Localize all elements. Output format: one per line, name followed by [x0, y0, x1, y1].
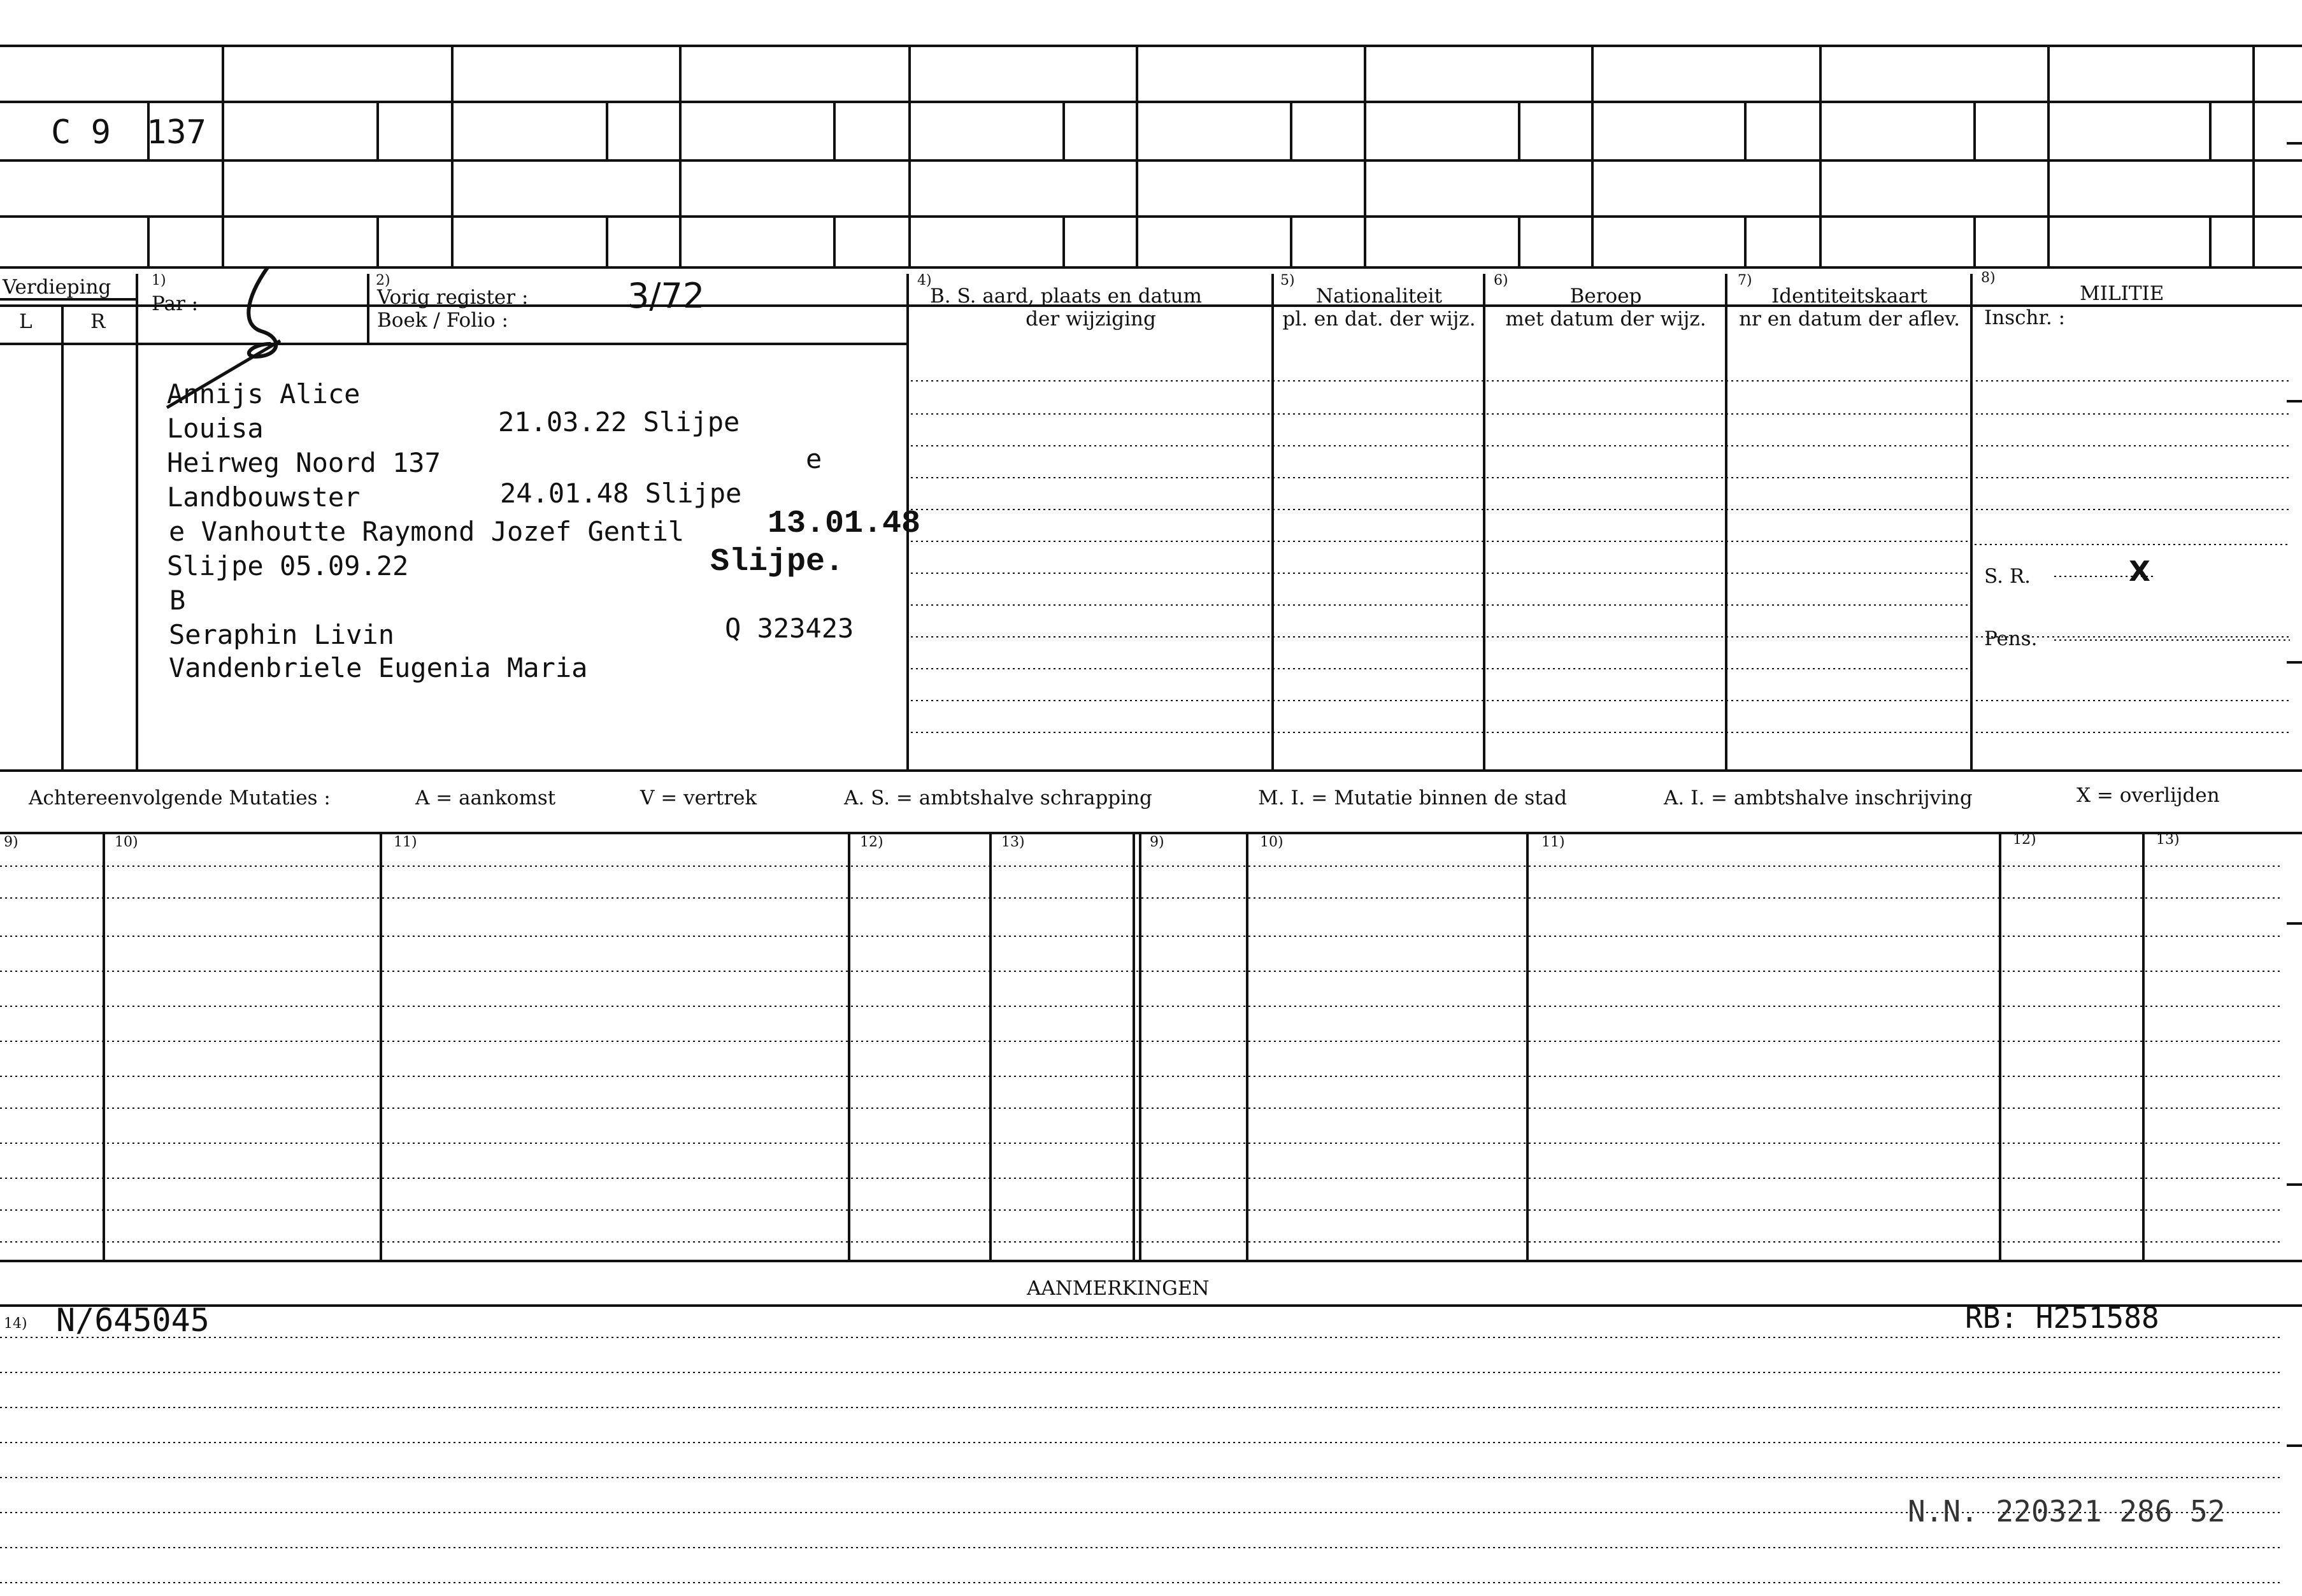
militie-title: MILITIE — [2080, 282, 2164, 305]
par-label: Par : — [152, 292, 199, 315]
identiteitskaart-label-line1: Identiteitskaart — [1771, 285, 1927, 308]
mutations-legend-v: V = vertrek — [640, 787, 757, 809]
edge-ticks — [2287, 143, 2302, 1446]
verdieping-right-label: R — [90, 310, 106, 333]
beroep-number: 6) — [1494, 273, 1508, 289]
bs-number: 4) — [917, 273, 932, 289]
mutations-col-11: 11) — [394, 834, 417, 850]
mutations-lines — [0, 833, 2302, 1261]
header-dotted-lines — [911, 381, 2290, 732]
person-name-line1: Annijs Alice — [167, 378, 361, 410]
person-occupation: Landbouwster — [167, 481, 361, 513]
mutations-legend-x: X = overlijden — [2077, 784, 2220, 807]
top-grid-lines — [0, 46, 2302, 267]
vorig-register-number: 2) — [376, 273, 390, 289]
person-spouse: e Vanhoutte Raymond Jozef Gentil — [169, 516, 685, 547]
remarks-dotted-lines — [0, 1337, 2280, 1583]
mutations-col-13b: 13) — [2156, 832, 2180, 848]
beroep-label-line1: Beroep — [1569, 285, 1642, 308]
militie-sr-label: S. R. — [1984, 565, 2031, 588]
identiteitskaart-label-line2: nr en datum der aflev. — [1739, 308, 1960, 331]
vorig-register-value: 3/72 — [627, 276, 705, 316]
mutations-legend-as: A. S. = ambtshalve schrapping — [844, 787, 1152, 809]
mutations-col-9b: 9) — [1150, 834, 1164, 850]
mutations-col-11b: 11) — [1541, 834, 1565, 850]
mutations-legend-ai: A. I. = ambtshalve inschrijving — [1664, 787, 1973, 809]
verdieping-left-label: L — [19, 310, 32, 333]
militie-sr-value: X — [2129, 555, 2150, 588]
code-number: 137 — [147, 113, 206, 152]
remarks-rb-value: RB: H251588 — [1965, 1300, 2159, 1335]
mutations-col-12: 12) — [860, 834, 883, 850]
par-number: 1) — [152, 273, 166, 289]
vorig-register-label: Vorig register : — [377, 286, 529, 309]
person-father: Seraphin Livin — [169, 619, 395, 650]
nationaliteit-number: 5) — [1280, 273, 1295, 289]
militie-pens-label: Pens. — [1984, 627, 2038, 650]
stamp-date: 13.01.48 — [768, 506, 921, 542]
remarks-number: 14) — [4, 1316, 27, 1332]
mutations-col-10b: 10) — [1260, 834, 1283, 850]
bs-label-line2: der wijziging — [1026, 308, 1156, 331]
person-address: Heirweg Noord 137 — [167, 447, 441, 478]
nationaliteit-label-line1: Nationaliteit — [1315, 285, 1443, 308]
mutations-col-12b: 12) — [2013, 832, 2036, 848]
person-birth: 21.03.22 Slijpe — [498, 406, 740, 438]
remarks-left-value: N/645045 — [56, 1302, 210, 1339]
person-mother: Vandenbriele Eugenia Maria — [169, 652, 588, 683]
mutations-legend-a: A = aankomst — [415, 787, 556, 809]
stamp-place: Slijpe. — [710, 544, 845, 580]
nationaliteit-label-line2: pl. en dat. der wijz. — [1282, 308, 1476, 331]
person-mark-b: B — [169, 585, 186, 616]
verdieping-label: Verdieping — [3, 276, 111, 299]
mutations-legend-mi: M. I. = Mutatie binnen de stad — [1258, 787, 1568, 809]
person-address-mark: e — [806, 443, 822, 474]
militie-inschr-label: Inschr. : — [1984, 306, 2066, 329]
remarks-title: AANMERKINGEN — [1027, 1277, 1210, 1300]
militie-number: 8) — [1981, 270, 1996, 286]
remarks-nn-value: N.N. 220321 286 52 — [1908, 1494, 2226, 1528]
bs-label-line1: B. S. aard, plaats en datum — [930, 285, 1202, 308]
beroep-label-line2: met datum der wijz. — [1505, 308, 1706, 331]
mutations-col-10: 10) — [115, 834, 138, 850]
person-name-line2: Louisa — [167, 413, 264, 444]
mutations-col-9: 9) — [4, 834, 18, 850]
code-prefix: C 9 — [51, 113, 111, 152]
person-occupation-date: 24.01.48 Slijpe — [500, 478, 742, 509]
person-spouse-birth: Slijpe 05.09.22 — [167, 550, 409, 581]
boek-folio-label: Boek / Folio : — [377, 309, 508, 332]
identiteitskaart-number: 7) — [1738, 273, 1752, 289]
mutations-col-13: 13) — [1001, 834, 1025, 850]
mutations-title: Achtereenvolgende Mutaties : — [29, 787, 331, 809]
person-card-number: Q 323423 — [725, 613, 854, 644]
